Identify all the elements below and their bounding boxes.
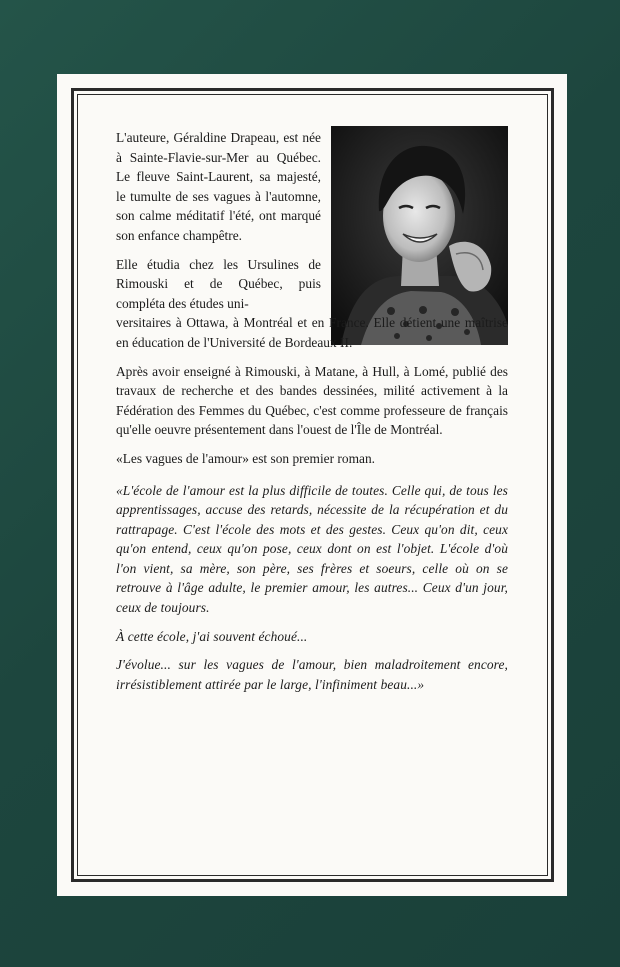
quote-paragraph-1: «L'école de l'amour est la plus difficile de toutes. Celle qui, de tous les apprentissages, accuse des retards, nécessite de la récupération et du rattrapage. C'est l'école des mots et des gestes. Ceux qu'on dit, ceux qu'on entend, ceux qu'on pose, ceux dont on est l'objet. L'école d'où l'on vient, sa mère, son père, ses frères et soeurs, celle où on se retrouve à l'âge adulte, le premier amour, les autres... Ceux d'un jour, ceux de toujours.	[116, 482, 508, 616]
bio-paragraph-3: Après avoir enseigné à Rimouski, à Matane, à Hull, à Lomé, publié des travaux de recherche et des bandes dessinées, milité activement à la Fédération des Femmes du Québec, c'est comme professeure de français qu'elle oeuvre présentement dans l'ouest de l'Île de Montréal.	[116, 363, 508, 438]
back-cover-text	[116, 128, 508, 694]
bio-paragraph-2a: Elle étudia chez les Ursulines de Rimouski et de Québec, puis compléta des études uni-	[116, 256, 321, 311]
quote-paragraph-3: J'évolue... sur les vagues de l'amour, bien maladroitement encore, irrésistiblement attirée par le large, l'infiniment beau...»	[116, 657, 508, 692]
bio-paragraph-4: «Les vagues de l'amour» est son premier roman.	[116, 450, 375, 466]
bio-intro	[116, 128, 321, 313]
bio-paragraph-1: L'auteure, Géraldine Drapeau, est née à Sainte-Flavie-sur-Mer au Québec. Le fleuve Saint-Laurent, sa majesté, le tumulte de ses vagues à l'automne, son calme méditatif l'été, ont marqué son enfance champêtre.	[116, 130, 321, 243]
quote-paragraph-2: À cette école, j'ai souvent échoué...	[116, 628, 308, 644]
bio-paragraph-2b: versitaires à Ottawa, à Montréal et en France. Elle détient une maîtrise en éducation de l'Université de Bordeaux II.	[116, 315, 508, 350]
